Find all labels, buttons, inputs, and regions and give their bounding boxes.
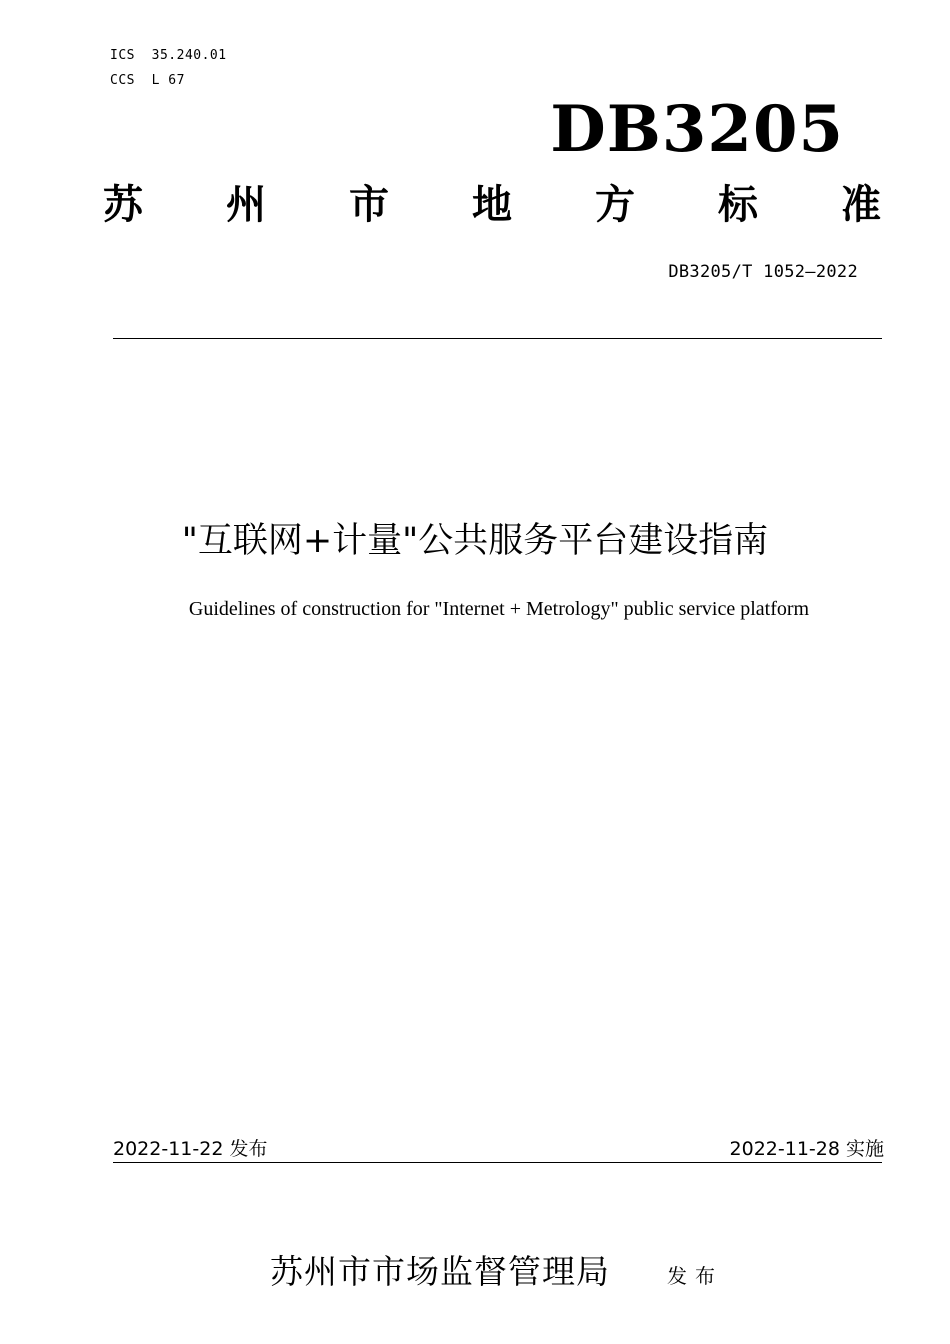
standard-kind (103, 183, 881, 227)
top-divider (113, 338, 882, 339)
bottom-divider (113, 1162, 882, 1163)
standard-kind-char: 地 (472, 181, 512, 228)
document-title-english: Guidelines of construction for "Internet + Metrology" public service platform (188, 598, 810, 620)
document-title-chinese: "互联网+计量"公共服务平台建设指南 (181, 521, 769, 561)
standard-kind-char: 标 (718, 181, 758, 228)
standard-kind-char: 准 (841, 181, 881, 228)
implementation-date: 2022-11-28 实施 (729, 1138, 884, 1160)
issue-date: 2022-11-22 发布 (113, 1138, 268, 1160)
standard-kind-char: 方 (595, 181, 635, 228)
standard-code-logo: DB3205 (550, 92, 844, 167)
ics-code: ICS 35.240.01 (110, 48, 227, 63)
standard-kind-char: 苏 (103, 181, 143, 228)
publisher-name: 苏州市市场监督管理局 (270, 1252, 610, 1291)
publish-label: 发布 (667, 1264, 723, 1288)
standard-kind-char: 州 (226, 181, 266, 228)
standard-number: DB3205/T 1052—2022 (668, 262, 858, 282)
ccs-code: CCS L 67 (110, 73, 185, 88)
standard-kind-char: 市 (349, 181, 389, 228)
